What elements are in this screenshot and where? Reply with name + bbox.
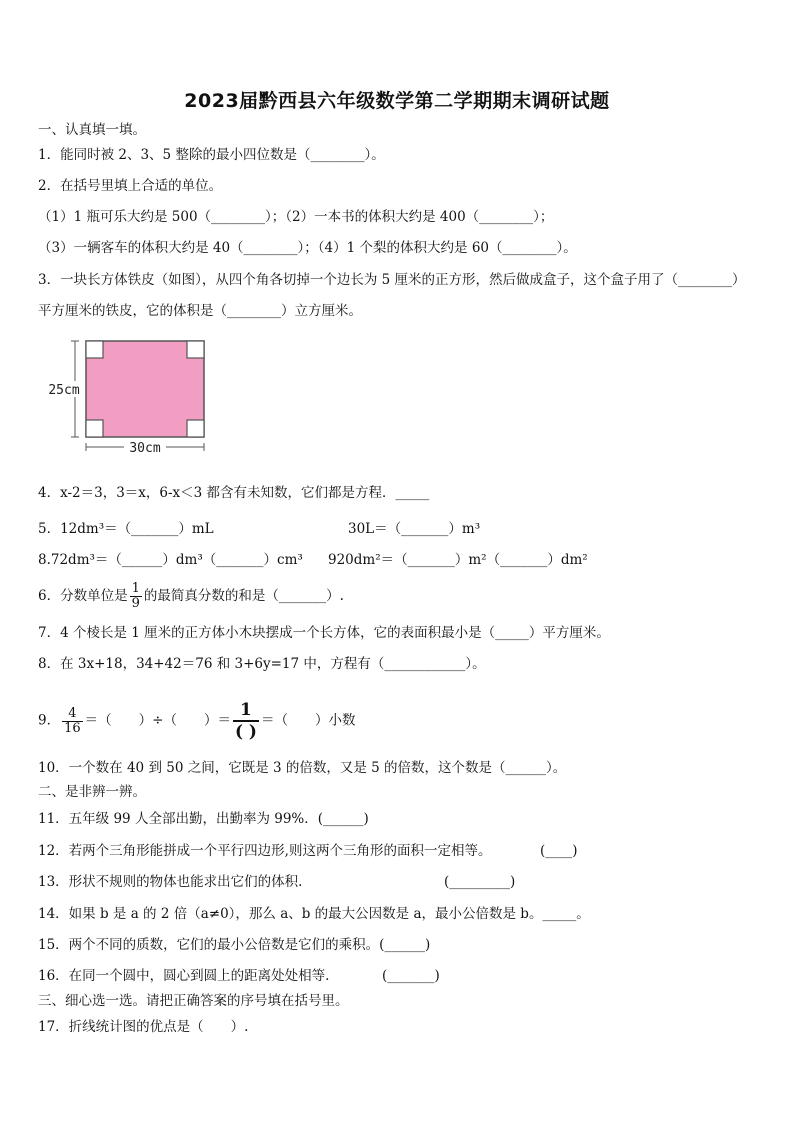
question-6 bbox=[38, 580, 344, 612]
sheet-diagram bbox=[40, 335, 220, 457]
question-11: 11．五年级 99 人全部出勤，出勤率为 99%．(______) bbox=[38, 811, 369, 827]
question-1: 1．能同时被 2、3、5 整除的最小四位数是（________）。 bbox=[38, 147, 385, 163]
width-label: 30cm bbox=[129, 441, 161, 456]
section-heading-judge: 二、是非辨一辨。 bbox=[38, 784, 146, 800]
question-5-c: 8.72dm³＝（______）dm³（_______）cm³ bbox=[38, 552, 303, 568]
question-5-d: 920dm²＝（_______）m²（_______）dm² bbox=[328, 552, 588, 568]
fraction-denominator: 9 bbox=[131, 596, 140, 611]
question-6-prefix: 6．分数单位是 bbox=[38, 588, 128, 604]
sheet-rectangle bbox=[86, 341, 204, 437]
question-7: 7．4 个棱长是 1 厘米的正方体小木块摆成一个长方体，它的表面积最小是（_____）平方厘米。 bbox=[38, 625, 610, 641]
question-13: 13．形状不规则的物体也能求出它们的体积. bbox=[38, 874, 303, 890]
question-2-part-a: （1）1 瓶可乐大约是 500（________）；（2）一本书的体积大约是 400（________）； bbox=[38, 209, 554, 225]
fraction-numerator: 4 bbox=[62, 707, 83, 722]
question-16: 16．在同一个圆中，圆心到圆上的距离处处相等. bbox=[38, 968, 330, 984]
question-17: 17．折线统计图的优点是（ ）. bbox=[38, 1019, 249, 1035]
fraction-denominator: 16 bbox=[64, 720, 81, 736]
question-14: 14．如果 b 是 a 的 2 倍（a≠0），那么 a、b 的最大公因数是 a，最小公倍数是 b。_____。 bbox=[38, 906, 590, 922]
question-3-line-1: 3．一块长方体铁皮（如图），从四个角各切掉一个边长为 5 厘米的正方形，然后做成盒子，这个盒子用了（________） bbox=[38, 272, 746, 288]
corner-square-top-right bbox=[187, 341, 204, 358]
question-12: 12．若两个三角形能拼成一个平行四边形,则这两个三角形的面积一定相等。 bbox=[38, 843, 492, 859]
question-9-suffix: ＝（ ）小数 bbox=[260, 712, 356, 729]
question-5-b: 30L＝（_______）m³ bbox=[348, 521, 481, 537]
question-5-a: 5．12dm³＝（_______）mL bbox=[38, 521, 214, 537]
question-4: 4．x-2＝3，3＝x，6-x＜3 都含有未知数，它们都是方程．_____ bbox=[38, 485, 430, 501]
corner-square-bottom-left bbox=[86, 420, 103, 437]
question-12-answer-blank: (____) bbox=[540, 843, 578, 859]
question-16-answer-blank: (_______) bbox=[382, 968, 440, 984]
question-13-answer-blank: (_________) bbox=[444, 874, 516, 890]
question-9-middle: ＝（ ）÷（ ）＝ bbox=[84, 712, 231, 729]
question-3-line-2: 平方厘米的铁皮，它的体积是（________）立方厘米。 bbox=[38, 303, 362, 319]
question-2: 2．在括号里填上合适的单位。 bbox=[38, 178, 223, 194]
section-heading-fill: 一、认真填一填。 bbox=[38, 122, 146, 138]
section-heading-choose: 三、细心选一选。请把正确答案的序号填在括号里。 bbox=[38, 993, 349, 1009]
height-label: 25cm bbox=[48, 383, 80, 398]
fraction-denominator: ( ) bbox=[234, 722, 257, 742]
fraction-four-sixteenths bbox=[62, 707, 83, 736]
question-10: 10．一个数在 40 到 50 之间，它既是 3 的倍数，又是 5 的倍数，这个数是（______）。 bbox=[38, 760, 567, 776]
page-title: 2023届黔西县六年级数学第二学期期末调研试题 bbox=[184, 90, 610, 112]
question-6-suffix: 的最简真分数的和是（_______）. bbox=[143, 588, 344, 604]
fraction-one-over-blank bbox=[233, 700, 259, 742]
fraction-one-ninth bbox=[130, 582, 142, 611]
question-15: 15．两个不同的质数，它们的最小公倍数是它们的乘积。(______) bbox=[38, 937, 431, 953]
corner-square-bottom-right bbox=[187, 420, 204, 437]
fraction-numerator: 1 bbox=[233, 700, 259, 722]
question-9 bbox=[38, 700, 355, 742]
question-8: 8．在 3x+18，34+42＝76 和 3+6y=17 中，方程有（____________）。 bbox=[38, 656, 486, 672]
rectangle-figure bbox=[40, 335, 220, 461]
question-9-prefix: 9． bbox=[38, 712, 61, 729]
fraction-numerator: 1 bbox=[131, 581, 140, 596]
question-2-part-b: （3）一辆客车的体积大约是 40（________）；（4）1 个梨的体积大约是 60（________）。 bbox=[38, 240, 577, 256]
corner-square-top-left bbox=[86, 341, 103, 358]
